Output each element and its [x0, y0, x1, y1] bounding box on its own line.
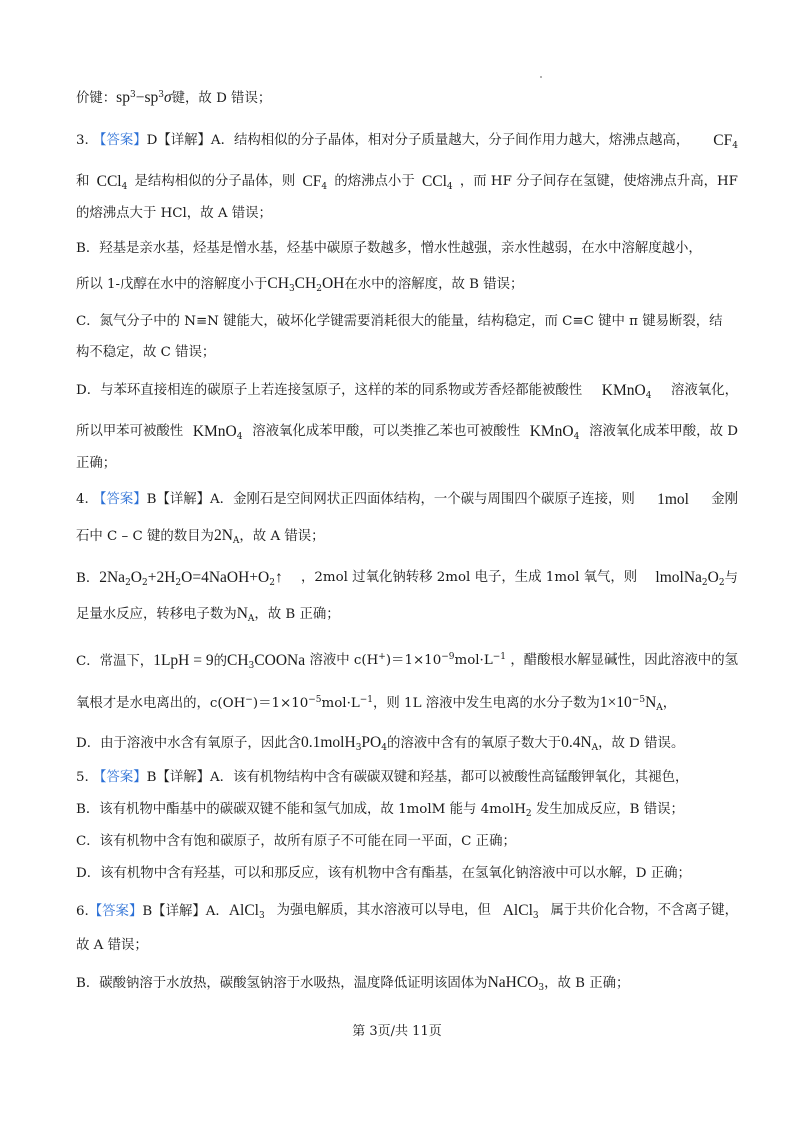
q5-line-2 [76, 800, 738, 820]
formula: 1mol [657, 491, 689, 508]
sub: 3 [258, 911, 265, 921]
text: 氧根才是水电离出的，c(OH [76, 696, 246, 711]
text: D【详解】A．结构相似的分子晶体，相对分子质量越大，分子间作用力越大，熔沸点越高， [146, 133, 690, 148]
sup: 3 [129, 90, 136, 100]
q4-b-line-2 [76, 604, 738, 625]
question-number: 3. [76, 133, 89, 148]
text: 溶液氧化成苯甲酸，故 D [589, 424, 738, 439]
sub: A [656, 703, 663, 713]
sup: −5 [631, 695, 646, 705]
sub: 2 [316, 284, 322, 294]
formula: sp [116, 89, 130, 106]
sup: −1 [492, 652, 506, 662]
formula: CH [267, 275, 289, 292]
formula: 1LpH = 9 [153, 652, 214, 669]
text: 在水中的溶解度，故 B 错误； [344, 277, 524, 292]
text: ，故 A 错误； [239, 529, 325, 544]
sub: 2 [718, 578, 725, 588]
q6-line-1 [76, 901, 738, 922]
sub: 3 [532, 911, 539, 921]
q4-line-1 [76, 490, 738, 510]
text: 的溶液中含有的氧原子数大于 [386, 736, 562, 751]
text: 的 [213, 654, 227, 669]
sub: 3 [288, 284, 295, 294]
answer-tag: 【答案】 [93, 770, 147, 785]
formula: 1×10 [599, 694, 632, 711]
sup: 3 [158, 90, 164, 100]
formula: AlCl [228, 902, 259, 919]
sub: 2 [142, 578, 148, 588]
text: 发生加成反应，B 错误； [531, 802, 684, 817]
text: ，醋酸根水解显碱性，因此溶液中的氢 [510, 653, 738, 668]
q4-c-line-1 [76, 651, 738, 672]
formula: COONa [254, 652, 306, 669]
q3-c-line-2: 构不稳定，故 C 错误； [76, 345, 216, 360]
sub: 4 [732, 141, 738, 151]
sub: 2 [269, 578, 275, 588]
sub: A [232, 536, 240, 546]
text: 的熔沸点小于 [334, 174, 415, 189]
formula: 2Na [99, 569, 126, 586]
formula: OH [321, 275, 345, 292]
sub: 4 [321, 182, 328, 192]
q3-line-2 [76, 172, 738, 193]
q6-line-2: 故 A 错误； [76, 938, 148, 953]
text: 是结构相似的分子晶体，则 [134, 174, 296, 189]
formula: O [130, 569, 142, 586]
formula: PO [361, 734, 382, 751]
text: 溶液中 c(H [309, 653, 379, 668]
formula: KMnO [192, 423, 237, 440]
formula: lmolNa [655, 569, 702, 586]
text: B【详解】A． [142, 904, 229, 919]
text: 为强电解质，其水溶液可以导电，但 [276, 903, 491, 918]
sub: 4 [645, 391, 652, 401]
text: ，则 1L 溶液中发生电离的水分子数为 [373, 696, 600, 711]
text: 溶液氧化， [671, 383, 738, 398]
sup: −5 [308, 695, 322, 705]
text: 石中 C – C 键的数目为 [76, 529, 214, 544]
q5-line-1 [76, 768, 738, 788]
text: ，故 D 错误。 [598, 736, 685, 751]
text: B． [76, 571, 100, 586]
formula: CF [302, 173, 322, 190]
text: 所以甲苯可被酸性 [76, 424, 184, 439]
text: 与 [724, 571, 738, 586]
formula: CH [294, 275, 317, 292]
q3-b-line-1: B．羟基是亲水基，烃基是憎水基，烃基中碳原子数越多，憎水性越强，亲水性越弱，在水中溶解度越小， [76, 241, 702, 256]
answer-tag: 【答案】 [88, 904, 143, 919]
sub: 3 [538, 983, 545, 993]
question-number: 6. [76, 904, 89, 919]
text: )＝1×10 [252, 696, 309, 711]
formula: 0.1molH [301, 734, 356, 751]
text: 所以 1-戊醇在水中的溶解度小于 [76, 277, 268, 292]
answer-tag: 【答案】 [93, 133, 147, 148]
sigma-symbol: σ [163, 89, 172, 106]
page-footer: 第 3页/共 11页 [352, 1024, 442, 1039]
sup: + [378, 652, 386, 662]
sub: A [591, 743, 599, 753]
sub: 2 [525, 809, 532, 819]
q3-d-line-2 [76, 422, 738, 443]
sub: 4 [236, 432, 243, 442]
text: mol·L [321, 696, 360, 711]
question-number: 4. [76, 492, 89, 507]
sub: 2 [701, 578, 708, 588]
formula: KMnO [601, 382, 646, 399]
q5-line-4: D．该有机物中含有羟基，可以和那反应，该有机物中含有酯基，在氢氧化钠溶液中可以水解，D 正确； [76, 866, 691, 881]
formula: +2H [147, 569, 176, 586]
text: 溶液氧化成苯甲酸，可以类推乙苯也可被酸性 [252, 424, 520, 439]
q3-line-3: 的熔沸点大于 HCl，故 A 错误； [76, 206, 272, 221]
line-valence-bond [76, 88, 738, 109]
q3-line-1 [76, 131, 738, 152]
text: 金刚 [711, 492, 738, 507]
formula: CH [227, 652, 249, 669]
formula: 2N [213, 527, 233, 544]
sub: 3 [355, 743, 362, 753]
formula: NaHCO [487, 974, 539, 991]
q4-line-2 [76, 526, 738, 547]
text: ，而 HF 分子间存在氢键，使熔沸点升高，HF [459, 174, 738, 189]
text: B【详解】A．该有机物结构中含有碳碳双键和羟基，都可以被酸性高锰酸钾氧化，其褪色， [146, 770, 689, 785]
formula: N [645, 694, 657, 711]
text: )＝1×10 [385, 653, 442, 668]
text: B．碳酸钠溶于水放热，碳酸氢钠溶于水吸热，温度降低证明该固体为 [76, 976, 488, 991]
formula: sp [144, 89, 159, 106]
text: 键，故 D 错误； [171, 91, 272, 106]
text: D．由于溶液中水含有氧原子，因此含 [76, 736, 301, 751]
formula: CF [713, 132, 733, 149]
text: B【详解】A．金刚石是空间网状正四面体结构，一个碳与周围四个碳原子连接，则 [146, 492, 635, 507]
stray-dot [540, 76, 542, 78]
q4-c-line-2 [76, 693, 738, 714]
text: D．与苯环直接相连的碳原子上若连接氢原子，这样的苯的同系物或芳香烃都能被酸性 [76, 383, 583, 398]
sub: 4 [121, 182, 128, 192]
q4-b-line-1 [76, 568, 738, 589]
up-arrow: ↑ [274, 569, 283, 586]
formula: AlCl [502, 902, 533, 919]
q4-d-line-1 [76, 733, 738, 754]
formula: KMnO [529, 423, 574, 440]
text: 和 [76, 174, 90, 189]
sup: − [245, 695, 253, 705]
text: C．常温下， [76, 654, 154, 669]
sup: −1 [359, 695, 374, 705]
sub: 2 [175, 578, 182, 588]
text: mol·L [454, 653, 493, 668]
sub: 3 [248, 661, 255, 671]
sub: 4 [381, 743, 387, 753]
text: ，故 B 正确； [254, 607, 340, 622]
q3-b-line-2 [76, 274, 738, 295]
sub: 2 [125, 578, 131, 588]
q3-d-line-3: 正确； [76, 456, 117, 471]
text: 属于共价化合物，不含离子键， [550, 903, 738, 918]
formula: CCl [96, 173, 122, 190]
sub: A [247, 614, 255, 624]
q3-c-line-1: C．氮气分子中的 N≡N 键能大，破坏化学键需要消耗很大的能量，结构稳定，而 C≡C 键中 π 键易断裂，结 [76, 314, 723, 329]
sup: −9 [441, 652, 455, 662]
formula: O [707, 569, 719, 586]
formula: N [236, 605, 248, 622]
q6-line-3 [76, 973, 738, 994]
text: ，故 B 正确； [544, 976, 630, 991]
q5-line-3: C．该有机物中含有饱和碳原子，故所有原子不可能在同一平面，C 正确； [76, 834, 516, 849]
formula: O=4NaOH+O [181, 569, 270, 586]
text: ， [662, 696, 677, 711]
formula: CCl [421, 173, 447, 190]
text: 价键： [76, 91, 117, 106]
text: B．该有机物中酯基中的碳碳双键不能和氢气加成，故 1molM 能与 4molH [76, 802, 526, 817]
sub: 4 [446, 182, 453, 192]
q3-d-line-1 [76, 381, 738, 402]
text: ，2mol 过氧化钠转移 2mol 电子，生成 1mol 氧气，则 [300, 570, 638, 585]
formula: 0.4N [561, 734, 592, 751]
sub: 4 [573, 432, 580, 442]
text: 足量水反应，转移电子数为 [76, 607, 237, 622]
formula: − [135, 89, 145, 106]
answer-tag: 【答案】 [93, 492, 147, 507]
question-number: 5. [76, 770, 89, 785]
